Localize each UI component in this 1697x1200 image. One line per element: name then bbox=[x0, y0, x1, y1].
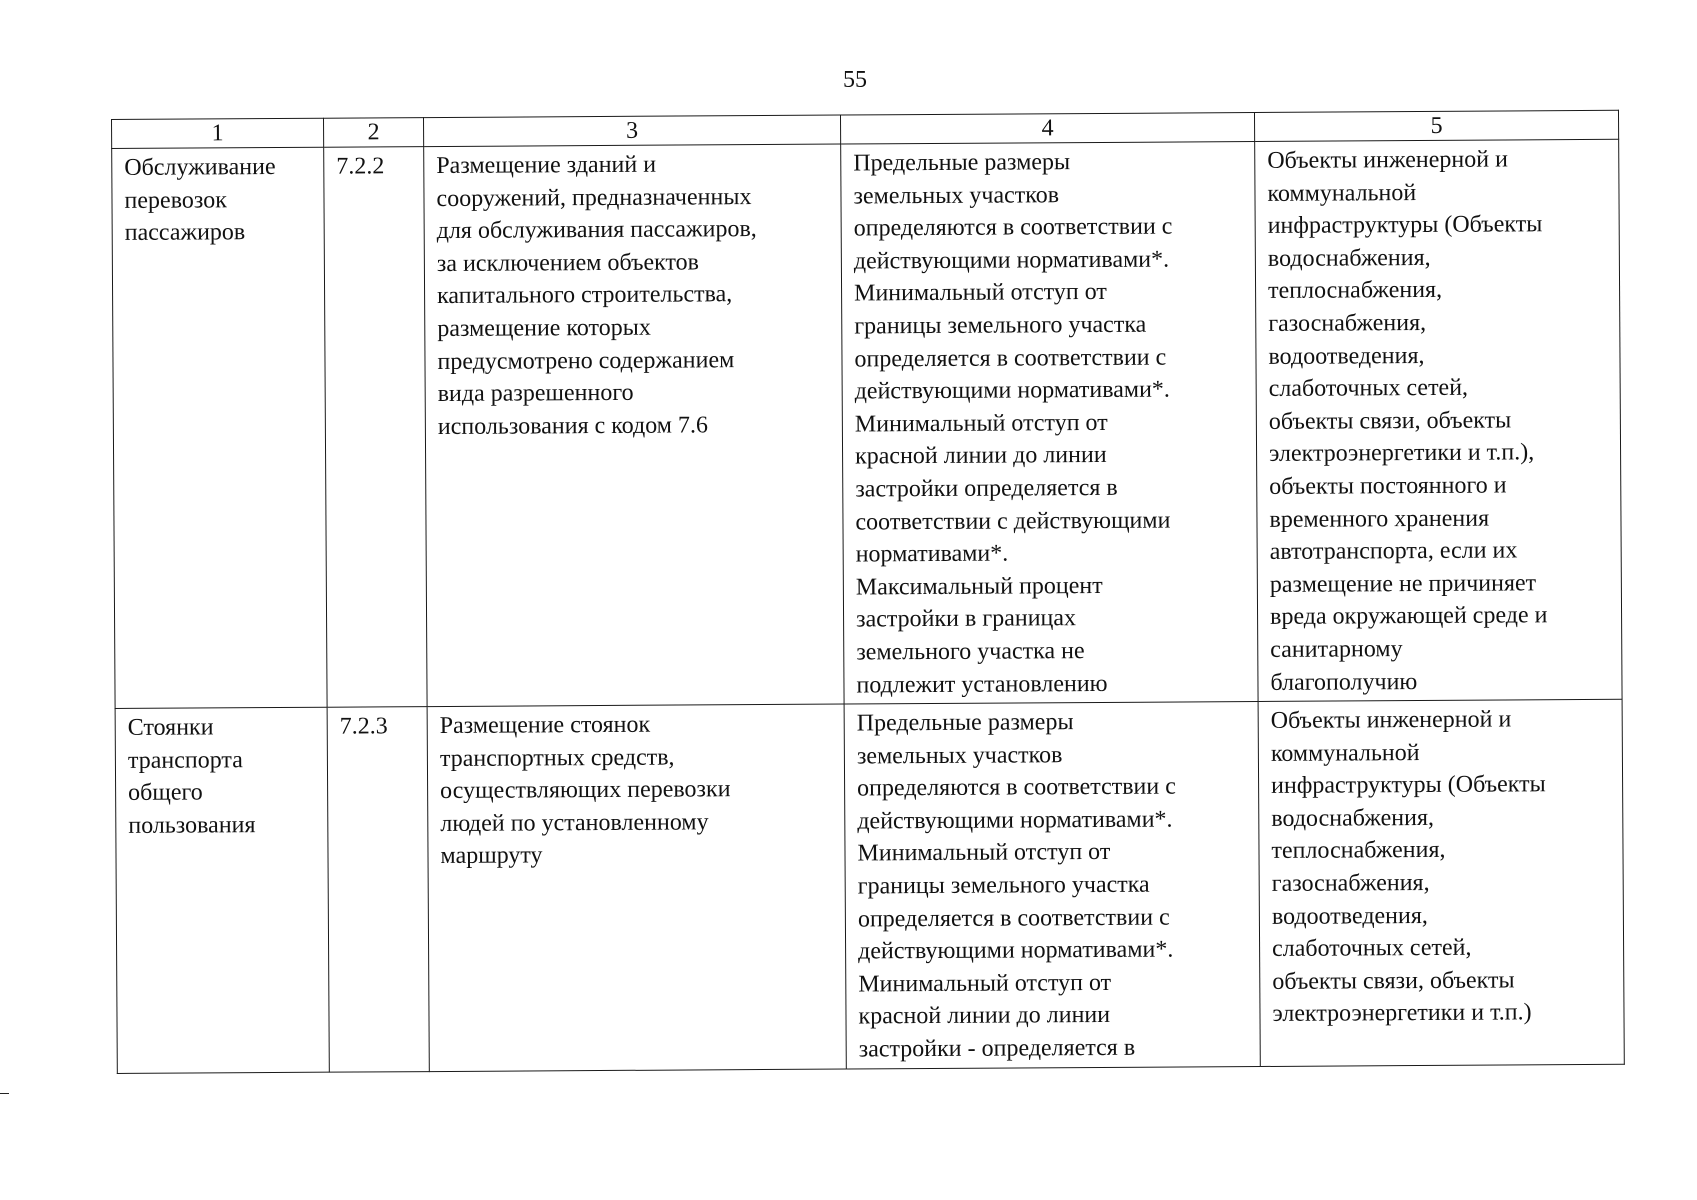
cell-text-line: Объекты инженерной и bbox=[1270, 706, 1512, 735]
column-header-4: 4 bbox=[840, 113, 1254, 145]
cell-text-line: Минимальный отступ от bbox=[858, 969, 1112, 998]
cell-text-line: размещение не причиняет bbox=[1269, 570, 1537, 598]
cell-text-line: транспорта bbox=[127, 746, 243, 774]
cell-text-line: водоснабжения, bbox=[1271, 804, 1435, 832]
cell-text-line: земельного участка не bbox=[856, 637, 1085, 666]
use-description-cell bbox=[427, 704, 846, 1071]
cell-text-line: границы земельного участка bbox=[857, 871, 1150, 900]
column-header-3: 3 bbox=[423, 115, 840, 147]
margin-mark bbox=[0, 1093, 9, 1094]
cell-text-line: действующими нормативами*. bbox=[854, 376, 1170, 405]
cell-text-line: земельных участков bbox=[856, 741, 1063, 770]
cell-text-line: объекты постоянного и bbox=[1269, 472, 1507, 500]
cell-text-line: Минимальный отступ от bbox=[857, 839, 1111, 867]
cell-text-line: использования с кодом 7.6 bbox=[437, 412, 708, 440]
cell-text-line: вреда окружающей среде и bbox=[1269, 602, 1548, 631]
cell-text-line: Объекты инженерной и bbox=[1267, 146, 1508, 174]
cell-text-line: пассажиров bbox=[124, 219, 246, 247]
cell-text-line: соответствии с действующими bbox=[855, 507, 1171, 535]
cell-text-line: газоснабжения, bbox=[1271, 870, 1430, 897]
cell-text-line: капитального строительства, bbox=[437, 281, 733, 310]
cell-text-line: сооружений, предназначенных bbox=[436, 183, 752, 212]
table-row bbox=[115, 699, 1624, 1073]
cell-text-line: действующими нормативами*. bbox=[853, 246, 1170, 275]
cell-text-line: осуществляющих перевозки bbox=[440, 776, 731, 805]
cell-text-line: инфраструктуры (Объекты bbox=[1267, 211, 1543, 240]
cell-text-line: санитарному bbox=[1270, 636, 1403, 663]
cell-text-line: Размещение стоянок bbox=[439, 711, 651, 740]
cell-text-line: за исключением объектов bbox=[436, 249, 700, 277]
accessory-uses-cell bbox=[1258, 699, 1624, 1066]
cell-text-line: вида разрешенного bbox=[437, 379, 634, 408]
cell-text-line: электроэнергетики и т.п.) bbox=[1272, 999, 1532, 1028]
cell-text-line: коммунальной bbox=[1267, 179, 1417, 207]
cell-text-line: маршруту bbox=[440, 842, 543, 870]
cell-text-line: электроэнергетики и т.п.), bbox=[1268, 439, 1535, 468]
cell-text-line: транспортных средств, bbox=[439, 744, 675, 772]
cell-text-line: застройки - определяется в bbox=[858, 1034, 1136, 1063]
cell-text-line: застройки определяется в bbox=[855, 474, 1118, 503]
use-name-cell bbox=[112, 147, 327, 708]
cell-text-line: 7.2.3 bbox=[339, 713, 388, 740]
cell-text-line: красной линии до линии bbox=[858, 1002, 1111, 1030]
cell-text-line: объекты связи, объекты bbox=[1268, 407, 1512, 435]
use-description-cell bbox=[424, 144, 844, 707]
accessory-uses-cell bbox=[1255, 139, 1622, 701]
cell-text-line: теплоснабжения, bbox=[1267, 277, 1443, 305]
column-header-5: 5 bbox=[1254, 110, 1618, 141]
cell-text-line: определяется в соответствии с bbox=[857, 904, 1170, 933]
cell-text-line: Предельные размеры bbox=[856, 709, 1074, 737]
cell-text-line: людей по установленному bbox=[440, 809, 709, 837]
cell-text-line: слаботочных сетей, bbox=[1268, 374, 1469, 403]
use-code-cell bbox=[324, 147, 427, 708]
zoning-table bbox=[111, 110, 1625, 1074]
cell-text-line: предусмотрено содержанием bbox=[437, 346, 735, 375]
cell-text-line: временного хранения bbox=[1269, 505, 1490, 533]
cell-text-line: Предельные размеры bbox=[853, 149, 1071, 177]
cell-text-line: красной линии до линии bbox=[854, 442, 1107, 470]
cell-text-line: действующими нормативами*. bbox=[857, 806, 1173, 835]
use-name-cell bbox=[115, 707, 329, 1073]
cell-text-line: газоснабжения, bbox=[1268, 309, 1427, 337]
cell-text-line: коммунальной bbox=[1270, 739, 1420, 767]
page-number: 55 bbox=[843, 67, 867, 93]
cell-text-line: подлежит установлению bbox=[856, 670, 1108, 698]
cell-text-line: определяется в соответствии с bbox=[854, 344, 1167, 373]
cell-text-line: Минимальный отступ от bbox=[854, 409, 1108, 438]
table-row bbox=[112, 139, 1622, 708]
cell-text-line: земельных участков bbox=[853, 181, 1060, 210]
cell-text-line: объекты связи, объекты bbox=[1272, 967, 1515, 995]
cell-text-line: водоотведения, bbox=[1271, 902, 1428, 930]
cell-text-line: Стоянки bbox=[127, 714, 214, 742]
cell-text-line: определяются в соответствии с bbox=[857, 773, 1176, 802]
cell-text-line: Размещение зданий и bbox=[436, 151, 657, 180]
cell-text-line: Максимальный процент bbox=[855, 572, 1103, 601]
cell-text-line: для обслуживания пассажиров, bbox=[436, 216, 757, 245]
cell-text-line: теплоснабжения, bbox=[1271, 837, 1446, 865]
cell-text-line: водоснабжения, bbox=[1267, 244, 1431, 272]
cell-text-line: перевозок bbox=[124, 186, 227, 214]
use-code-cell bbox=[327, 707, 429, 1072]
cell-text-line: общего bbox=[128, 779, 203, 807]
cell-text-line: границы земельного участка bbox=[854, 311, 1147, 340]
cell-text-line: 7.2.2 bbox=[336, 153, 385, 180]
cell-text-line: слаботочных сетей, bbox=[1272, 934, 1472, 963]
cell-text-line: автотранспорта, если их bbox=[1269, 537, 1518, 566]
parameters-cell bbox=[841, 142, 1258, 705]
parameters-cell bbox=[844, 702, 1260, 1069]
column-header-1: 1 bbox=[112, 118, 324, 148]
cell-text-line: инфраструктуры (Объекты bbox=[1271, 771, 1546, 800]
cell-text-line: благополучию bbox=[1270, 668, 1418, 696]
cell-text-line: определяются в соответствии с bbox=[853, 213, 1173, 242]
column-header-2: 2 bbox=[323, 118, 423, 148]
cell-text-line: застройки в границах bbox=[855, 605, 1077, 633]
cell-text-line: водоотведения, bbox=[1268, 342, 1425, 370]
cell-text-line: нормативами*. bbox=[855, 540, 1009, 568]
cell-text-line: действующими нормативами*. bbox=[858, 936, 1174, 965]
cell-text-line: пользования bbox=[128, 812, 256, 839]
cell-text-line: Обслуживание bbox=[124, 153, 276, 181]
cell-text-line: размещение которых bbox=[437, 314, 651, 342]
cell-text-line: Минимальный отступ от bbox=[854, 279, 1107, 307]
